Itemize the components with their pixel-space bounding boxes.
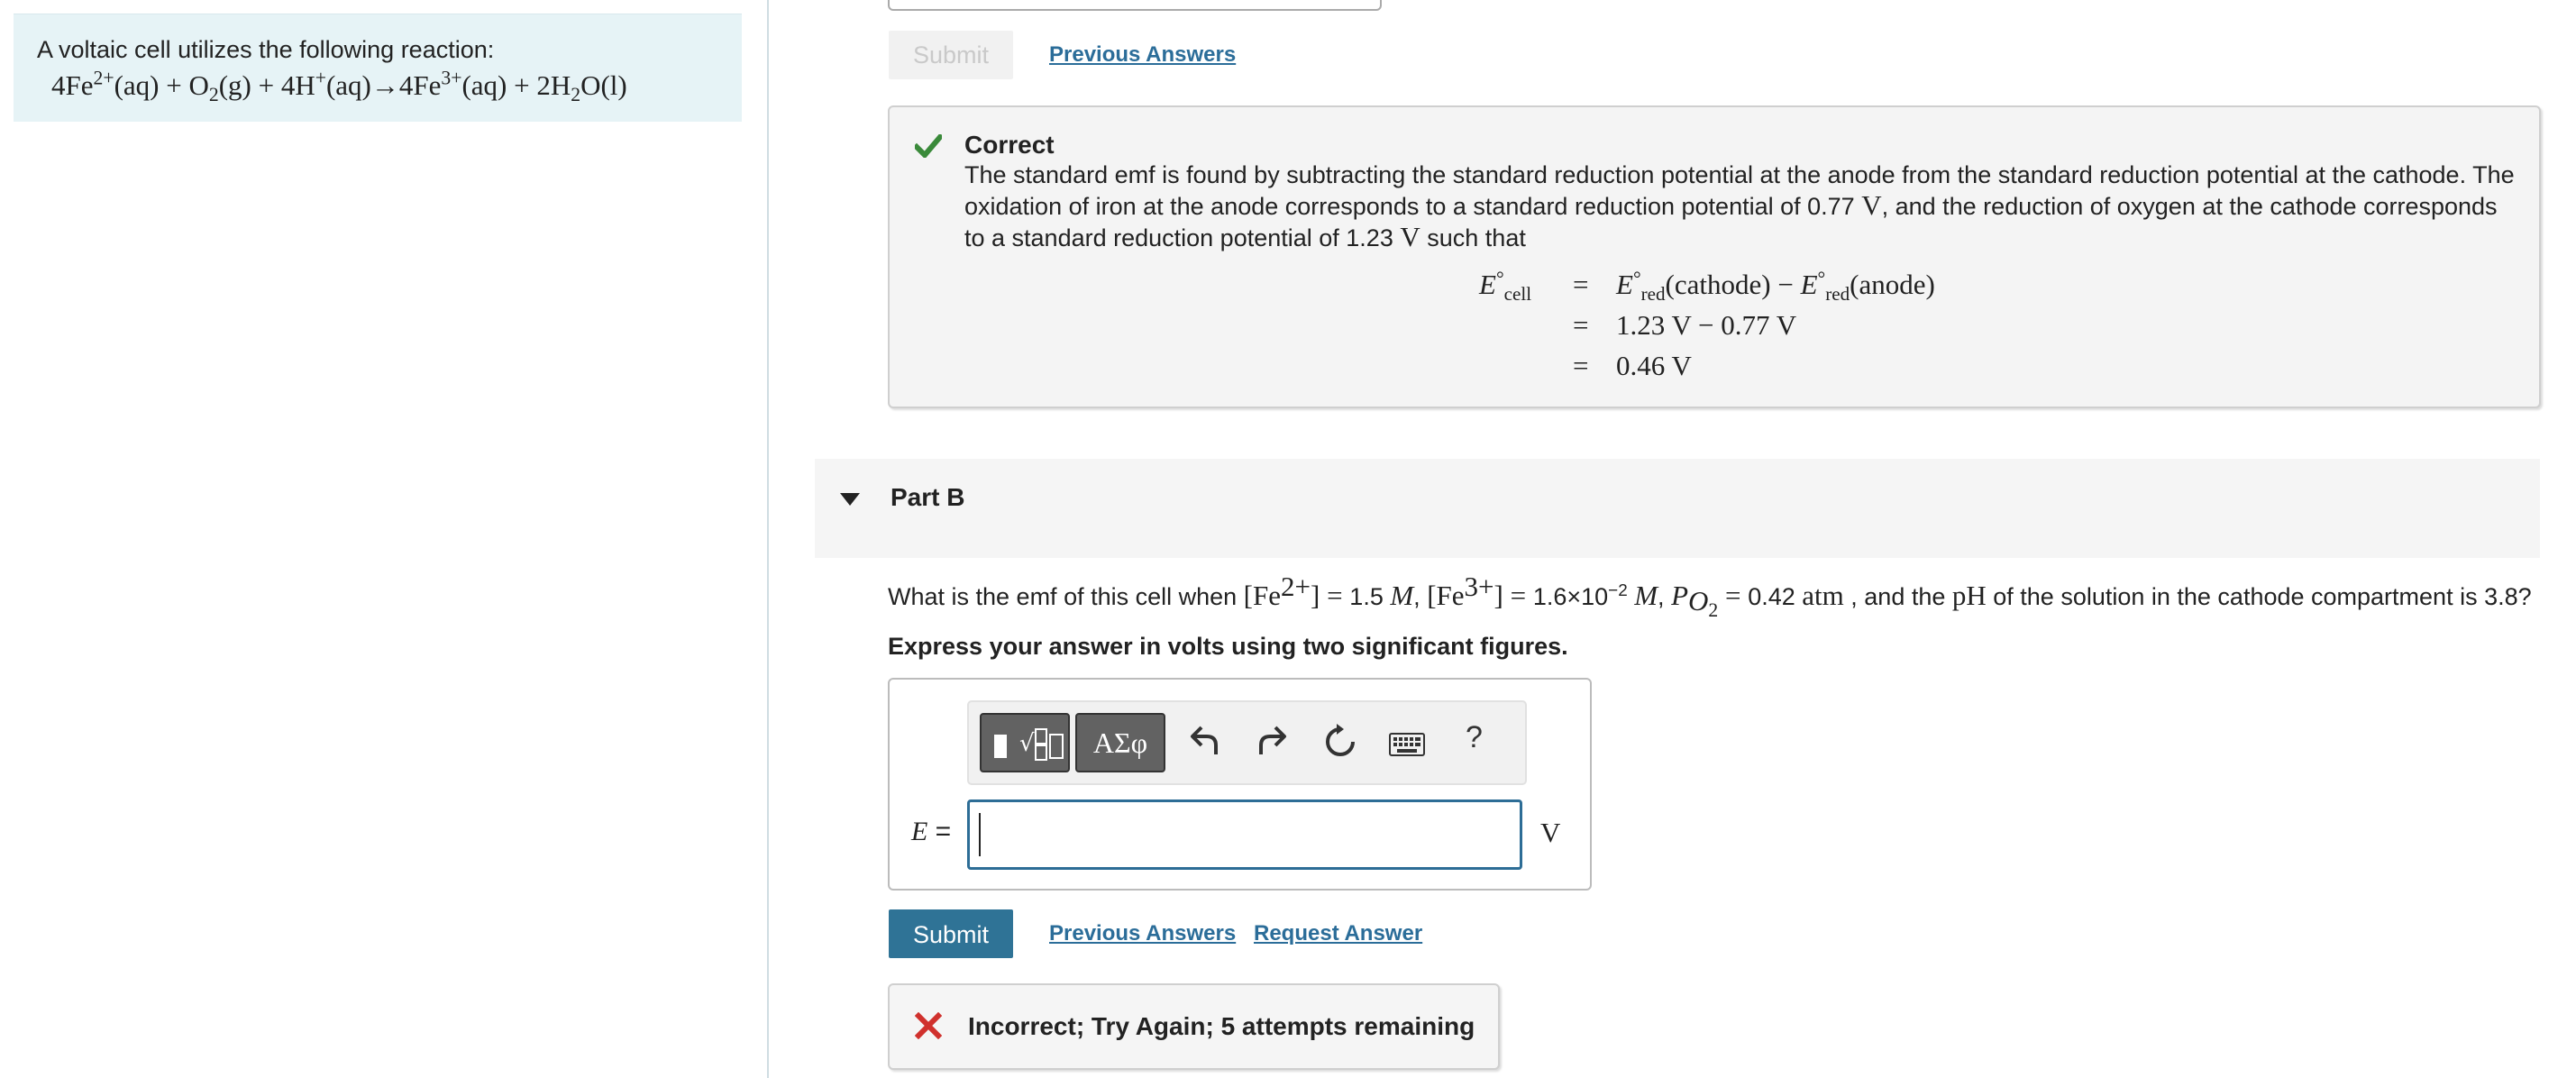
templates-button[interactable]: [980, 713, 1070, 772]
reset-icon[interactable]: [1322, 722, 1358, 762]
undo-icon[interactable]: [1189, 722, 1221, 758]
math-toolbar: [967, 700, 1527, 785]
greek-symbols-button[interactable]: ΑΣφ: [1075, 713, 1165, 772]
svg-text:√: √: [1019, 730, 1035, 757]
checkmark-icon: [915, 134, 942, 158]
problem-prompt: A voltaic cell utilizes the following reaction:: [37, 36, 495, 63]
part-a-feedback-correct: Correct The standard emf is found by subtracting the standard reduction potential at the anode from the standard reduction potential at the cathode. The oxidation of iron at the anode corresponds to a standard reduction potential of 0.77 V, and the reduction of oxygen at the cathode corresponds to a standard reduction potential of 1.23 V such that $E^\circ_{cell}$ = $E^\circ_{red}(cathode)$ − $E^\circ_{red}(anode)$ = 1.23 V − 0.77 V = 0.46 V: [888, 105, 2541, 408]
help-icon[interactable]: ?: [1466, 720, 1483, 754]
answer-variable-label: E =: [911, 817, 952, 846]
keyboard-icon[interactable]: [1389, 733, 1425, 756]
x-mark-icon: [915, 1012, 942, 1039]
caret-down-icon[interactable]: [840, 493, 860, 506]
feedback-explanation: The standard emf is found by subtracting the standard reduction potential at the anode from the standard reduction potential at the cathode. The oxidation of iron at the anode corresponds to a standard reduction potential of 0.77 V, and the reduction of oxygen at the cathode corresponds to a standard reduction potential of 1.23 V such that: [964, 161, 2515, 252]
text-caret: [979, 813, 981, 856]
part-b-header[interactable]: [815, 459, 2540, 558]
part-b-question: What is the emf of this cell when $[Fe^{2+}] = 1.5$ M, $[Fe^{3+}] = 1.6\times 10^{-2}$ M, $P_{O_2} = 0.42$ atm , and the pH of the solution in the cathode compartment is 3.8?: [888, 571, 2532, 622]
feedback-status-incorrect: Incorrect; Try Again; 5 attempts remaining: [968, 1012, 1475, 1040]
request-answer-link[interactable]: Request Answer: [1254, 921, 1423, 946]
redo-icon[interactable]: [1256, 722, 1288, 758]
part-a-previous-answers-link[interactable]: Previous Answers: [1049, 42, 1237, 67]
part-a-submit-button[interactable]: Submit: [889, 31, 1013, 79]
part-b-feedback-incorrect: [888, 983, 1500, 1070]
reaction-equation: $4Fe^{2+}(aq) + O_2(g) + 4H^+(aq)\to 4Fe^{3+}(aq) + 2H_2O(l)$: [51, 67, 627, 106]
answer-unit-label: V: [1540, 817, 1561, 848]
problem-statement-panel: [14, 14, 742, 122]
part-b-instruction: Express your answer in volts using two significant figures.: [888, 633, 1568, 660]
panel-divider: [767, 0, 769, 1078]
answer-entry-box: [888, 678, 1592, 891]
part-a-answer-box-edge: [888, 0, 1382, 11]
answer-input[interactable]: [967, 799, 1522, 870]
part-b-title: Part B: [891, 483, 965, 511]
templates-icon: [982, 715, 1068, 771]
feedback-status-correct: Correct: [964, 131, 1055, 159]
part-b-previous-answers-link[interactable]: Previous Answers: [1049, 921, 1237, 946]
part-b-submit-button[interactable]: Submit: [889, 909, 1013, 958]
